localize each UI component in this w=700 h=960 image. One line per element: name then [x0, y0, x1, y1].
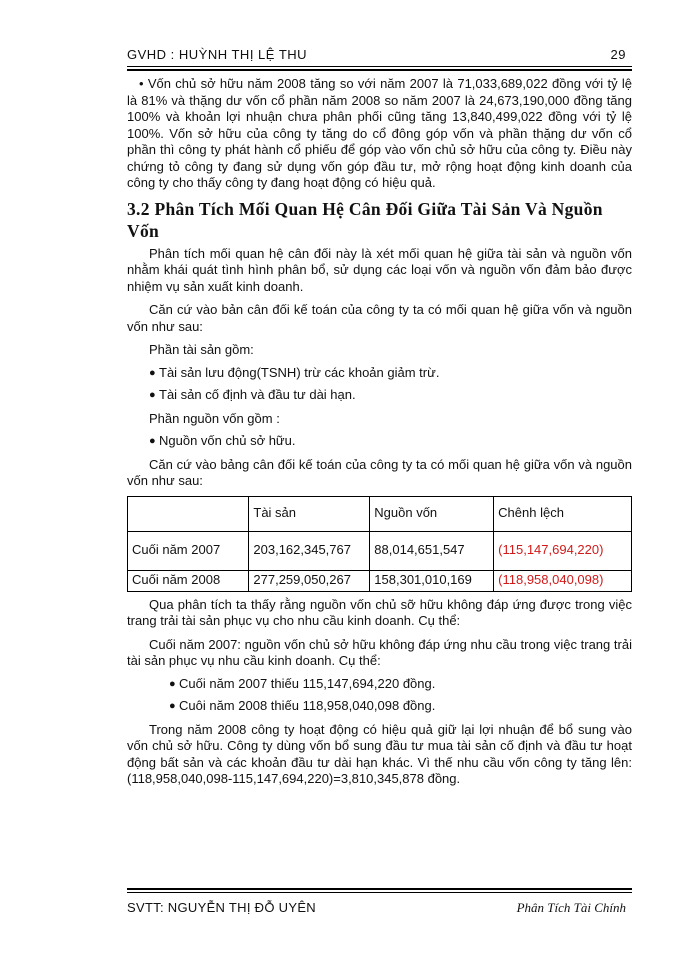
footer-rule-thin	[127, 892, 632, 893]
assets-label: Phần tài sản gồm:	[149, 342, 254, 357]
paragraph-6: Trong năm 2008 công ty hoạt động có hiệu quả giữ lại lợi nhuận để bổ sung vào vốn chủ sở hữu. Công ty dùng vốn bổ sung đầu tư mua tài sản cố định và đầu tư hoạt động bất sản và các khoản đầu tư dài hạn khác. Vì thế nhu cầu vốn công ty tăng lên: (118,958,040,098-115,147,694,220)=3,810,345,878 đồng.	[127, 721, 632, 786]
list-item	[127, 365, 632, 382]
header-instructor: GVHD : HUỲNH THỊ LỆ THU	[127, 47, 308, 62]
bullet-icon: ●	[169, 700, 176, 712]
table-header-row	[128, 496, 632, 531]
header-rule-thick	[127, 69, 632, 71]
table-row	[128, 531, 632, 570]
table-header-cell: Tài sản	[249, 496, 370, 531]
page-number: 29	[610, 47, 626, 62]
table-cell: Cuối năm 2008	[128, 570, 249, 591]
table-cell: 277,259,050,267	[249, 570, 370, 591]
paragraph-2: Căn cứ vào bản cân đối kế toán của công ty ta có mối quan hệ giữa vốn và nguồn vốn như sau:	[127, 302, 632, 334]
footer-subject: Phân Tích Tài Chính	[516, 900, 626, 915]
bullet-icon: ●	[149, 366, 156, 379]
footer-rule-thick	[127, 888, 632, 890]
header-rule-thin	[127, 66, 632, 67]
table-cell-negative: (118,958,040,098)	[494, 570, 632, 591]
table-cell: 203,162,345,767	[249, 531, 370, 570]
table-cell: Cuối năm 2007	[128, 531, 249, 570]
list-item-text: Nguồn vốn chủ sở hữu.	[159, 433, 296, 448]
bullet-icon: ●	[169, 677, 176, 690]
table-header-cell: Chênh lệch	[494, 496, 632, 531]
bullet-icon: ●	[149, 435, 156, 447]
paragraph-3: Căn cứ vào bảng cân đối kế toán của công ty ta có mối quan hệ giữa vốn và nguồn vốn như sau:	[127, 456, 632, 488]
table-cell-negative: (115,147,694,220)	[494, 531, 632, 570]
table-cell: 158,301,010,169	[370, 570, 494, 591]
paragraph-4: Qua phân tích ta thấy rằng nguồn vốn chủ sỡ hữu không đáp ứng được trong việc trang trải tài sản phục vụ cho nhu cầu kinh doanh. Cụ thể:	[127, 596, 632, 628]
footer-student: SVTT: NGUYỄN THỊ ĐỖ UYÊN	[127, 900, 316, 915]
list-item-text: Tài sản cố định và đầu tư dài hạn.	[159, 387, 356, 402]
balance-table	[127, 496, 632, 592]
table-header-cell	[128, 496, 249, 531]
paragraph-5: Cuối năm 2007: nguồn vốn chủ sở hữu không đáp ứng nhu cầu trong việc trang trải tài sản phục vụ nhu cầu kinh doanh. Cụ thể:	[127, 636, 632, 668]
list-item-text: Cuôi năm 2008 thiếu 118,958,040,098 đồng.	[179, 698, 436, 713]
paragraph-1: Phân tích mối quan hệ cân đối này là xét mối quan hệ giữa tài sản và nguồn vốn nhằm khái quát tình hình phân bổ, sử dụng các loại vốn và nguồn vốn đảm bảo được nhiệm vụ sản xuất kinh doanh.	[127, 245, 632, 294]
list-item-text: Cuối năm 2007 thiếu 115,147,694,220 đồng.	[179, 675, 436, 691]
intro-paragraph: • Vốn chủ sở hữu năm 2008 tăng so với năm 2007 là 71,033,689,022 đồng với tỷ lệ là 81% và thặng dư vốn cổ phần năm 2008 so năm 2007 là 24,673,190,000 đồng tăng 100% và khoản lợi nhuận chưa phân phối cũng tăng 13,840,499,022 đồng với tỷ lệ 100%. Vốn sở hữu của công ty tăng do cổ đông góp vốn và phần thặng dư vốn cổ phần thì công ty phát hành cổ phiếu để góp vào vốn chủ sở hữu của công ty. Điều này chứng tỏ công ty đang sử dụng vốn góp đầu tư, mở rộng hoạt động kinh doanh của công ty cho thấy công ty đang hoạt động có hiệu quả.	[127, 76, 632, 190]
list-item	[127, 676, 632, 693]
list-item	[127, 698, 632, 715]
table-header-cell: Nguồn vốn	[370, 496, 494, 531]
table-cell: 88,014,651,547	[370, 531, 494, 570]
table-row	[128, 570, 632, 591]
list-item	[127, 387, 632, 404]
bullet-icon: ●	[149, 389, 156, 401]
list-item-text: Tài sản lưu động(TSNH) trừ các khoản giảm trừ.	[159, 364, 440, 380]
list-item	[127, 433, 632, 450]
section-title: 3.2 Phân Tích Mối Quan Hệ Cân Đối Giữa Tài Sản Và Nguồn Vốn	[127, 198, 603, 241]
page-body	[127, 76, 632, 788]
sources-label: Phần nguồn vốn gồm :	[149, 410, 280, 426]
